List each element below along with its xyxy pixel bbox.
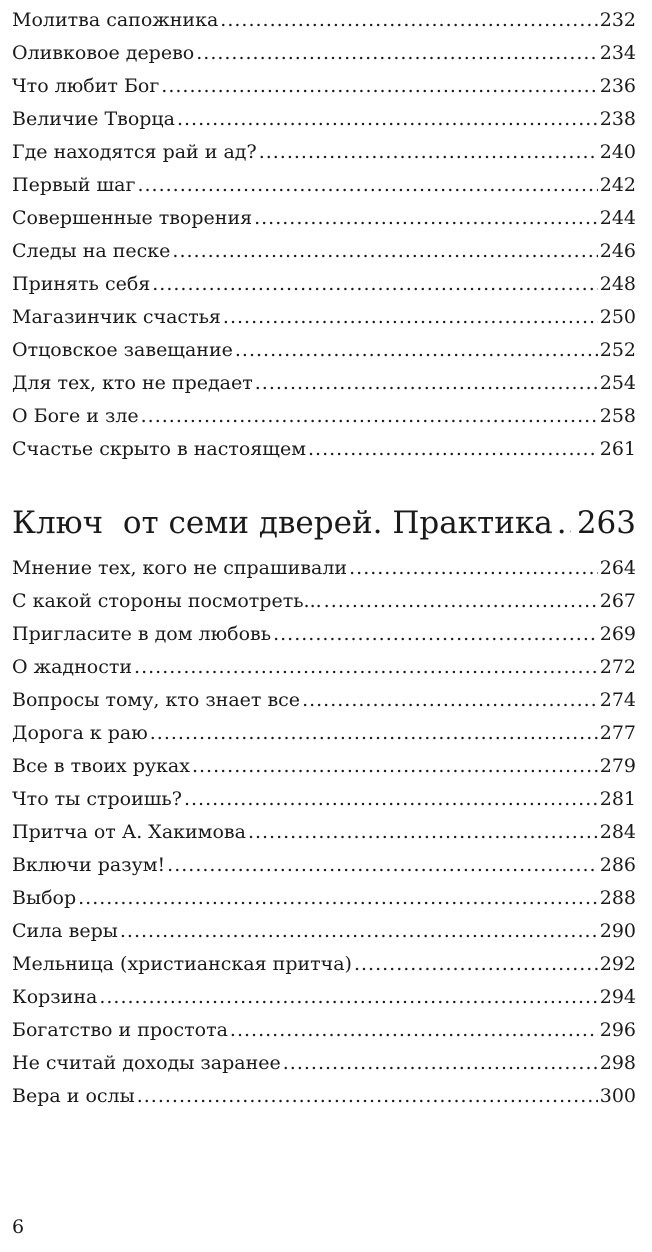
toc-entry-title: Оливковое дерево — [12, 42, 195, 64]
dot-leader — [120, 915, 598, 948]
toc-entry — [12, 1014, 636, 1047]
dot-leader — [172, 235, 597, 268]
toc-entry-page: 246 — [599, 240, 636, 262]
dot-leader — [150, 717, 598, 750]
toc-entry — [12, 585, 636, 618]
dot-leader — [235, 334, 598, 367]
dot-leader — [167, 849, 598, 882]
toc-entry-page: 238 — [599, 108, 636, 130]
toc-entry-title: Первый шаг — [12, 174, 136, 196]
toc-entry-title: Молитва сапожника — [12, 9, 219, 31]
dot-leader — [161, 70, 597, 103]
toc-entry — [12, 618, 636, 651]
toc-entry-page: 234 — [599, 42, 636, 64]
toc-entry-page: 296 — [599, 1019, 636, 1041]
toc-entry-page: 288 — [599, 887, 636, 909]
dot-leader — [557, 496, 571, 550]
toc-entry-title: Все в твоих руках — [12, 755, 190, 777]
toc-entry-page: 286 — [599, 854, 636, 876]
toc-entry-title: Не считай доходы заранее — [12, 1052, 281, 1074]
toc-entry-page: 267 — [599, 590, 636, 612]
dot-leader — [141, 400, 598, 433]
toc-entry — [12, 717, 636, 750]
dot-leader — [223, 301, 598, 334]
dot-leader — [137, 1080, 598, 1113]
toc-entry — [12, 684, 636, 717]
toc-entry-page: 240 — [599, 141, 636, 163]
dot-leader — [354, 948, 598, 981]
toc-entry-title: Совершенные творения — [12, 207, 253, 229]
toc-entry — [12, 750, 636, 783]
toc-entry-title: Что любит Бог — [12, 75, 160, 97]
dot-leader — [78, 882, 598, 915]
toc-entry-page: 250 — [599, 306, 636, 328]
toc-entry-page: 281 — [599, 788, 636, 810]
toc-entry — [12, 136, 636, 169]
toc-entry-page: 264 — [599, 557, 636, 579]
toc-entry — [12, 552, 636, 585]
toc-entry — [12, 1080, 636, 1113]
section-page: 263 — [576, 505, 636, 541]
toc-entry — [12, 301, 636, 334]
dot-leader — [177, 103, 598, 136]
dot-leader — [273, 618, 598, 651]
toc-entry-title: С какой стороны посмотреть... — [12, 590, 322, 612]
toc-entry-page: 279 — [599, 755, 636, 777]
toc-entry-title: Магазинчик счастья — [12, 306, 221, 328]
toc-entry-title: Для тех, кто не предает — [12, 372, 253, 394]
toc-entry-page: 272 — [599, 656, 636, 678]
toc-entry-title: Счастье скрыто в настоящем — [12, 438, 306, 460]
toc-entry-title: Пригласите в дом любовь — [12, 623, 272, 645]
toc-entry-page: 284 — [599, 821, 636, 843]
toc-entry — [12, 235, 636, 268]
dot-leader — [349, 552, 598, 585]
toc-entry-title: Корзина — [12, 986, 98, 1008]
toc-entry — [12, 4, 636, 37]
dot-leader — [308, 433, 598, 466]
toc-entry — [12, 103, 636, 136]
dot-leader — [137, 169, 597, 202]
toc-entry-page: 294 — [599, 986, 636, 1008]
toc-entry-title: Мельница (христианская притча) — [12, 953, 352, 975]
toc-entry — [12, 202, 636, 235]
toc-entry-title: Притча от А. Хакимова — [12, 821, 246, 843]
toc-entry-title: Включи разум! — [12, 854, 166, 876]
dot-leader — [259, 136, 598, 169]
toc-entry-page: 254 — [599, 372, 636, 394]
toc-entry-page: 292 — [599, 953, 636, 975]
dot-leader — [134, 651, 598, 684]
dot-leader — [248, 816, 598, 849]
toc-entry-page: 244 — [599, 207, 636, 229]
toc-entry-page: 248 — [599, 273, 636, 295]
dot-leader — [324, 585, 598, 618]
dot-leader — [283, 1047, 598, 1080]
dot-leader — [184, 783, 598, 816]
toc-list-top — [12, 4, 636, 466]
toc-entry-page: 261 — [599, 438, 636, 460]
toc-entry — [12, 433, 636, 466]
toc-entry-page: 252 — [599, 339, 636, 361]
dot-leader — [230, 1014, 598, 1047]
toc-entry-page: 242 — [599, 174, 636, 196]
toc-entry-title: Отцовское завещание — [12, 339, 233, 361]
toc-entry-page: 298 — [599, 1052, 636, 1074]
page-number: 6 — [12, 1216, 25, 1238]
toc-entry-page: 269 — [599, 623, 636, 645]
toc-entry — [12, 981, 636, 1014]
toc-entry — [12, 367, 636, 400]
toc-entry — [12, 334, 636, 367]
toc-entry-title: Выбор — [12, 887, 77, 909]
toc-entry — [12, 783, 636, 816]
toc-entry-title: Дорога к раю — [12, 722, 148, 744]
toc-entry — [12, 915, 636, 948]
toc-entry — [12, 37, 636, 70]
dot-leader — [254, 202, 598, 235]
toc-entry-page: 290 — [599, 920, 636, 942]
toc-entry-title: Вера и ослы — [12, 1085, 135, 1107]
toc-entry-page: 258 — [599, 405, 636, 427]
section-title: Ключ от семи дверей. Практика — [12, 505, 553, 541]
toc-entry-title: Где находятся рай и ад? — [12, 141, 257, 163]
toc-entry — [12, 1047, 636, 1080]
toc-entry-title: Вопросы тому, кто знает все — [12, 689, 301, 711]
toc-entry-title: Следы на песке — [12, 240, 171, 262]
toc-entry-title: Что ты строишь? — [12, 788, 182, 810]
toc-entry-title: Мнение тех, кого не спрашивали — [12, 557, 348, 579]
toc-entry-title: О жадности — [12, 656, 133, 678]
toc-entry — [12, 882, 636, 915]
toc-entry-page: 274 — [599, 689, 636, 711]
toc-entry — [12, 651, 636, 684]
table-of-contents — [12, 4, 636, 1113]
toc-entry-title: Принять себя — [12, 273, 151, 295]
toc-entry-title: О Боге и зле — [12, 405, 139, 427]
toc-entry-page: 232 — [599, 9, 636, 31]
toc-entry — [12, 816, 636, 849]
toc-entry — [12, 268, 636, 301]
toc-entry-page: 277 — [599, 722, 636, 744]
toc-entry — [12, 70, 636, 103]
dot-leader — [220, 4, 597, 37]
toc-entry-page: 236 — [599, 75, 636, 97]
toc-entry-title: Величие Творца — [12, 108, 175, 130]
dot-leader — [302, 684, 598, 717]
toc-entry — [12, 400, 636, 433]
dot-leader — [196, 37, 598, 70]
toc-entry — [12, 948, 636, 981]
toc-entry — [12, 169, 636, 202]
toc-entry-title: Сила веры — [12, 920, 118, 942]
dot-leader — [152, 268, 597, 301]
toc-entry — [12, 849, 636, 882]
toc-entry-title: Богатство и простота — [12, 1019, 228, 1041]
dot-leader — [255, 367, 598, 400]
dot-leader — [99, 981, 597, 1014]
toc-section-heading — [12, 496, 636, 550]
dot-leader — [192, 750, 598, 783]
toc-list-bottom — [12, 552, 636, 1113]
toc-entry-page: 300 — [599, 1085, 636, 1107]
